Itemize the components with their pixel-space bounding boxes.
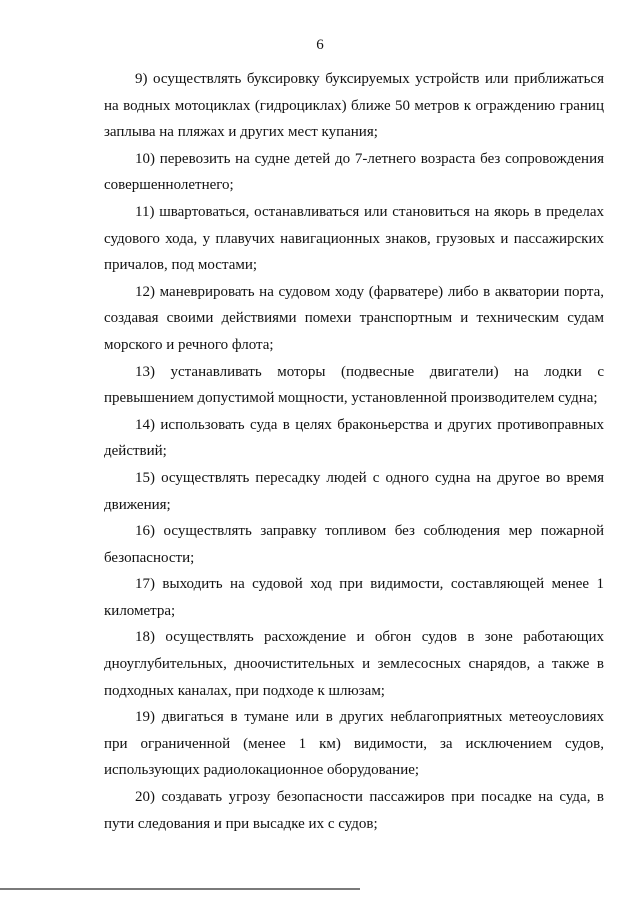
list-item: 11) швартоваться, останавливаться или становиться на якорь в пределах судового хода, у плавучих навигационных знаков, грузовых и пассажирских причалов, под мостами; xyxy=(104,203,604,274)
list-item: 19) двигаться в тумане или в других неблагоприятных метеоусловиях при ограниченной (менее 1 км) видимости, за исключением судов, использующих радиолокационное оборудование; xyxy=(104,709,604,779)
document-body xyxy=(104,66,604,837)
list-item: 16) осуществлять заправку топливом без соблюдения мер пожарной безопасности; xyxy=(104,523,604,566)
bottom-rule xyxy=(0,888,360,890)
list-item: 17) выходить на судовой ход при видимости, составляющей менее 1 километра; xyxy=(104,576,604,619)
list-item: 14) использовать суда в целях браконьерства и других противоправных действий; xyxy=(104,416,604,460)
list-item: 9) осуществлять буксировку буксируемых устройств или приближаться на водных мотоциклах (гидроциклах) ближе 50 метров к ограждению границ заплыва на пляжах и других мест купания; xyxy=(104,71,604,141)
list-item: 10) перевозить на судне детей до 7-летнего возраста без сопровождения совершеннолетнего; xyxy=(104,150,604,194)
list-item: 12) маневрировать на судовом ходу (фарватере) либо в акватории порта, создавая своими действиями помехи транспортным и техническим судам морского и речного флота; xyxy=(104,283,604,353)
list-item: 18) осуществлять расхождение и обгон судов в зоне работающих дноуглубительных, дноочистительных и землесосных снарядов, а также в подходных каналах, при подходе к шлюзам; xyxy=(104,629,604,699)
list-item: 13) устанавливать моторы (подвесные двигатели) на лодки с превышением допустимой мощности, установленной производителем судна; xyxy=(104,363,604,407)
page-number: 6 xyxy=(316,37,324,53)
list-item: 15) осуществлять пересадку людей с одного судна на другое во время движения; xyxy=(104,469,604,513)
list-item: 20) создавать угрозу безопасности пассажиров при посадке на суда, в пути следования и при высадке их с судов; xyxy=(104,789,604,832)
